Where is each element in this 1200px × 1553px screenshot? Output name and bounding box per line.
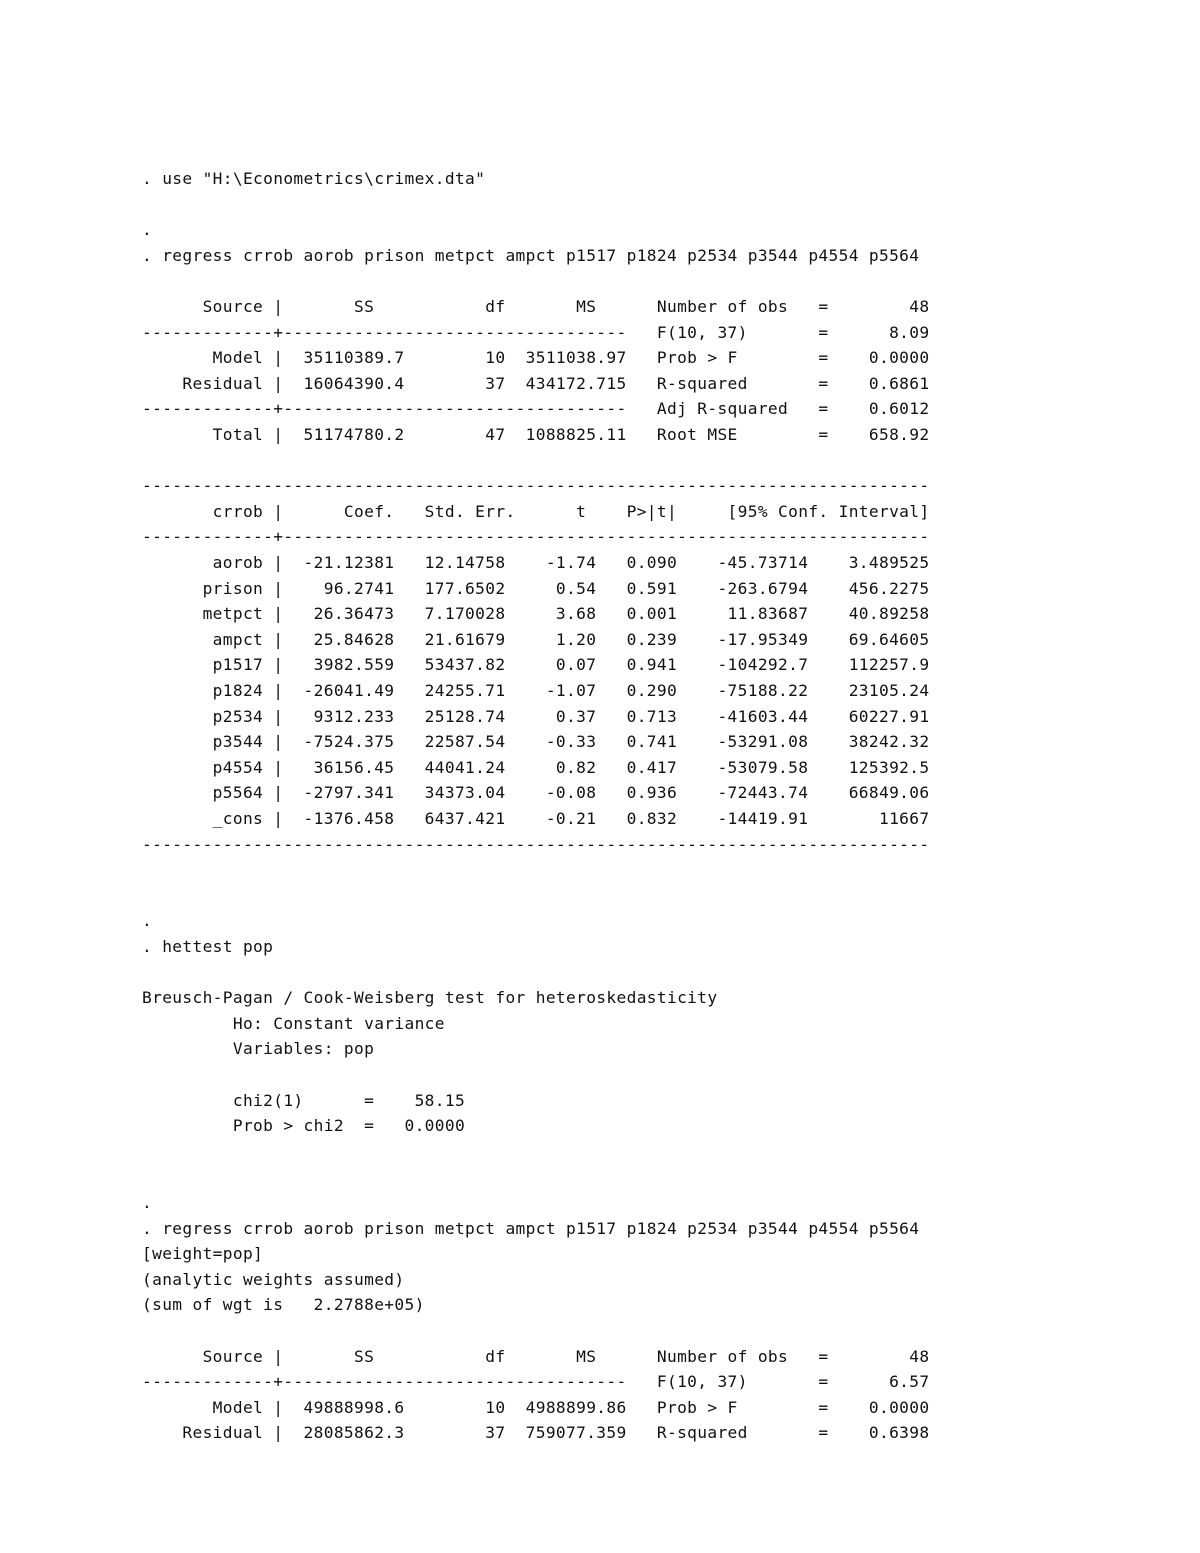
output-line: chi2(1) = 58.15 xyxy=(142,1090,466,1110)
output-line: crrob | Coef. Std. Err. t P>|t| [95% Conf. Interval] xyxy=(142,501,930,521)
output-line: . xyxy=(142,911,153,931)
output-line: Variables: pop xyxy=(142,1039,375,1059)
output-line: Model | 49888998.6 10 4988899.86 Prob > F = 0.0000 xyxy=(142,1397,930,1417)
output-line: -------------+---------------------------------- Adj R-squared = 0.6012 xyxy=(142,399,930,419)
output-line: p1517 | 3982.559 53437.82 0.07 0.941 -104292.7 112257.9 xyxy=(142,655,930,675)
output-line: p1824 | -26041.49 24255.71 -1.07 0.290 -75188.22 23105.24 xyxy=(142,681,930,700)
output-line: [weight=pop] xyxy=(142,1244,264,1264)
output-line: _cons | -1376.458 6437.421 -0.21 0.832 -14419.91 11667 xyxy=(142,809,930,828)
output-line: p5564 | -2797.341 34373.04 -0.08 0.936 -72443.74 66849.06 xyxy=(142,783,930,803)
output-line: ------------------------------------------------------------------------------ xyxy=(142,476,930,496)
output-line: -------------+---------------------------------------------------------------- xyxy=(142,527,930,547)
output-line: Breusch-Pagan / Cook-Weisberg test for heteroskedasticity xyxy=(142,988,718,1008)
output-line: Model | 35110389.7 10 3511038.97 Prob > F = 0.0000 xyxy=(142,348,930,368)
output-line: -------------+---------------------------------- F(10, 37) = 6.57 xyxy=(142,1372,930,1392)
output-line: . regress crrob aorob prison metpct ampct p1517 p1824 p2534 p3544 p4554 p5564 xyxy=(142,1218,920,1238)
output-line: (analytic weights assumed) xyxy=(142,1269,405,1289)
output-line: ampct | 25.84628 21.61679 1.20 0.239 -17.95349 69.64605 xyxy=(142,629,930,649)
output-line: metpct | 26.36473 7.170028 3.68 0.001 11.83687 40.89258 xyxy=(142,604,930,624)
output-line: prison | 96.2741 177.6502 0.54 0.591 -263.6794 456.2275 xyxy=(142,578,930,598)
output-line: p4554 | 36156.45 44041.24 0.82 0.417 -53079.58 125392.5 xyxy=(142,757,930,777)
output-line: aorob | -21.12381 12.14758 -1.74 0.090 -45.73714 3.489525 xyxy=(142,553,930,572)
output-line: . xyxy=(142,1193,153,1212)
output-line: Residual | 28085862.3 37 759077.359 R-squared = 0.6398 xyxy=(142,1423,930,1443)
output-line: Total | 51174780.2 47 1088825.11 Root MSE = 658.92 xyxy=(142,425,930,444)
output-line: . regress crrob aorob prison metpct ampct p1517 p1824 p2534 p3544 p4554 p5564 xyxy=(142,245,920,265)
output-line: . hettest pop xyxy=(142,937,274,956)
output-line: Ho: Constant variance xyxy=(142,1013,445,1033)
output-line: Residual | 16064390.4 37 434172.715 R-squared = 0.6861 xyxy=(142,373,930,393)
output-line: p3544 | -7524.375 22587.54 -0.33 0.741 -53291.08 38242.32 xyxy=(142,732,930,752)
output-line: -------------+---------------------------------- F(10, 37) = 8.09 xyxy=(142,322,930,342)
output-line: Source | SS df MS Number of obs = 48 xyxy=(142,1346,930,1366)
output-line: ------------------------------------------------------------------------------ xyxy=(142,834,930,854)
output-line: (sum of wgt is 2.2788e+05) xyxy=(142,1295,425,1315)
output-line: Source | SS df MS Number of obs = 48 xyxy=(142,297,930,316)
output-line: Prob > chi2 = 0.0000 xyxy=(142,1116,466,1136)
output-line: p2534 | 9312.233 25128.74 0.37 0.713 -41603.44 60227.91 xyxy=(142,706,930,726)
output-line: . use "H:\Econometrics\crimex.dta" xyxy=(142,169,486,188)
output-line: . xyxy=(142,220,153,240)
